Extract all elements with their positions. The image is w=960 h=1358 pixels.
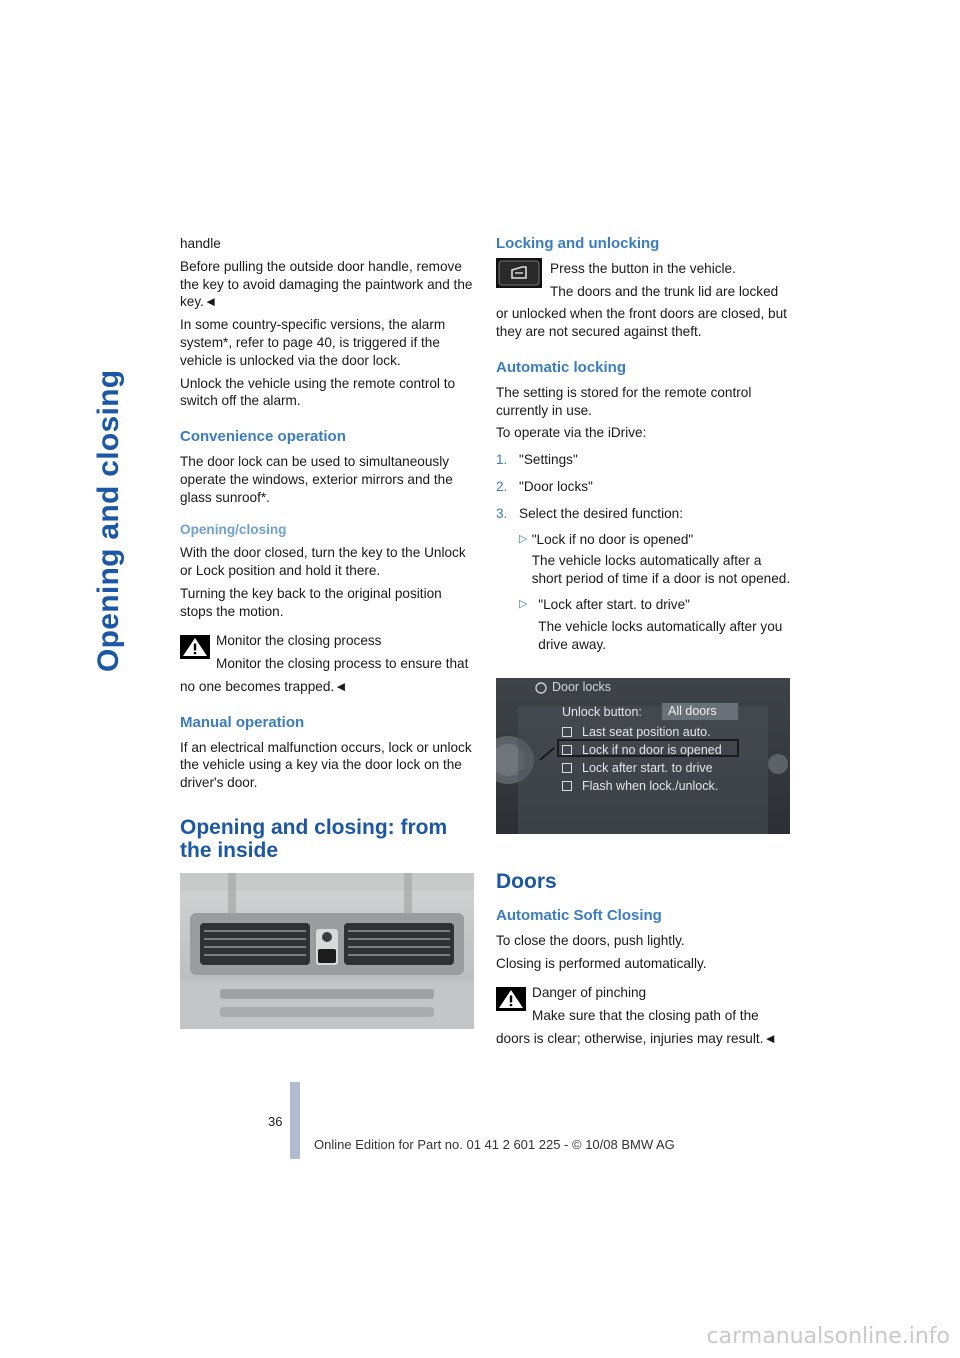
screen-option-row[interactable] <box>562 741 722 759</box>
checkbox-icon <box>562 745 572 755</box>
heading-automatic-soft-closing: Automatic Soft Closing <box>496 907 662 924</box>
footer-accent-bar <box>290 1082 300 1159</box>
paragraph: To operate via the iDrive: <box>496 425 647 441</box>
step-item <box>496 505 792 523</box>
unlock-button-value[interactable]: All doors <box>662 703 738 720</box>
option-name: "Lock if no door is opened" <box>531 531 694 547</box>
warning-title: Monitor the closing process <box>216 633 382 649</box>
paragraph: Closing is performed automatically. <box>496 955 707 971</box>
central-lock-button-icon <box>496 258 542 288</box>
button-description: The doors and the trunk lid are locked <box>550 283 779 299</box>
side-chapter-title <box>92 232 138 672</box>
option-description: The vehicle locks automatically after you drive away. <box>538 618 783 652</box>
checkbox-icon <box>562 763 572 773</box>
screen-option-row[interactable] <box>562 723 722 741</box>
heading-convenience-operation: Convenience operation <box>180 428 346 446</box>
screen-option-row[interactable] <box>562 759 722 777</box>
warning-tail: no one becomes trapped.◄ <box>180 678 348 694</box>
checkbox-icon <box>562 781 572 791</box>
paragraph: Unlock the vehicle using the remote control to switch off the alarm. <box>180 375 456 409</box>
paragraph: The door lock can be used to simultaneously operate the windows, exterior mirrors and the glass sunroof*. <box>180 453 453 505</box>
paragraph: In some country-specific versions, the alarm system*, refer to page 40, is triggered if the vehicle is unlocked via the door lock. <box>180 317 446 368</box>
paragraph: To close the doors, push lightly. <box>496 932 685 948</box>
paragraph: Turning the key back to the original position stops the motion. <box>180 585 442 619</box>
warning-text: Make sure that the closing path of the <box>532 1008 759 1024</box>
screen-option-label: Lock if no door is opened <box>582 743 722 757</box>
warning-text: Monitor the closing process to ensure that <box>216 656 469 672</box>
checkbox-icon <box>562 727 572 737</box>
left-column <box>180 235 476 872</box>
heading-manual-operation: Manual operation <box>180 713 305 731</box>
paragraph: If an electrical malfunction occurs, lock or unlock the vehicle using a key via the door lock on the driver's door. <box>180 739 472 791</box>
heading-opening-closing: Opening/closing <box>180 522 287 538</box>
step-text: "Door locks" <box>519 478 593 494</box>
step-item <box>496 478 792 496</box>
edition-footer: Online Edition for Part no. 01 41 2 601 225 - © 10/08 BMW AG <box>314 1137 675 1152</box>
warning-icon <box>180 635 210 659</box>
idrive-door-locks-screen <box>496 678 790 834</box>
option-name: "Lock after start. to drive" <box>538 596 690 612</box>
paragraph: With the door closed, turn the key to the Unlock or Lock position and hold it there. <box>180 545 466 578</box>
screen-title: Door locks <box>552 680 612 694</box>
heading-automatic-locking: Automatic locking <box>496 358 627 376</box>
option-description: The vehicle locks automatically after a short period of time if a door is not opened. <box>531 553 791 587</box>
step-number: 1. <box>496 452 508 468</box>
watermark: carmanualsonline.info <box>706 1324 950 1349</box>
button-instruction: Press the button in the vehicle. <box>550 260 736 276</box>
step-text: "Settings" <box>519 452 578 468</box>
heading-locking-unlocking: Locking and unlocking <box>496 235 660 252</box>
step-number: 2. <box>496 478 508 494</box>
paragraph: The setting is stored for the remote control currently in use. <box>496 384 752 418</box>
warning-block <box>180 632 476 695</box>
option-item <box>519 531 792 588</box>
page-number: 36 <box>268 1114 283 1129</box>
warning-block <box>496 984 792 1047</box>
screen-option-label: Lock after start. to drive <box>582 761 713 775</box>
screen-option-label: Flash when lock./unlock. <box>582 779 719 793</box>
paragraph: Before pulling the outside door handle, remove the key to avoid damaging the paintwork and the key.◄ <box>180 258 473 310</box>
paragraph: or unlocked when the front doors are closed, but they are not secured against theft. <box>496 306 787 340</box>
heading-opening-closing-inside: Opening and closing: from the inside <box>180 815 448 862</box>
warning-tail: doors is clear; otherwise, injuries may result.◄ <box>496 1030 777 1046</box>
dashboard-lock-button-photo <box>180 873 474 1029</box>
paragraph: handle <box>180 236 221 251</box>
step-text: Select the desired function: <box>519 505 683 521</box>
option-item <box>519 596 792 653</box>
warning-icon <box>496 987 526 1011</box>
screen-option-row[interactable] <box>562 777 722 795</box>
right-column-lower <box>496 860 792 1053</box>
unlock-button-label: Unlock button: <box>562 705 642 719</box>
bullet-icon: ▷ <box>519 532 528 545</box>
chapter-title-text: Opening and closing <box>92 369 125 672</box>
screen-options <box>562 723 722 795</box>
warning-title: Danger of pinching <box>532 985 647 1001</box>
bullet-icon: ▷ <box>519 597 528 610</box>
heading-doors: Doors <box>496 870 557 893</box>
step-item <box>496 451 792 469</box>
step-number: 3. <box>496 505 508 521</box>
right-column <box>496 235 792 653</box>
screen-option-label: Last seat position auto. <box>582 725 711 739</box>
